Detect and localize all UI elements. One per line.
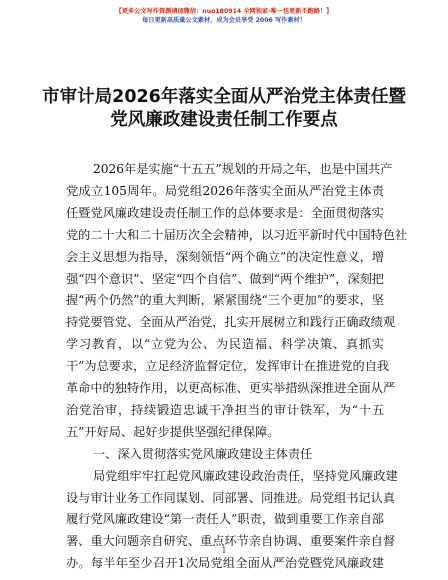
intro-line: 党的二十大和二十届历次全会精神，以习近平新时代中国特色社	[66, 227, 408, 242]
promo-banner-top: 【更多公文写作资源请加微信：nuo180914 全网独家·唯一包更新不跑路！】	[115, 8, 333, 15]
section1-line: 办。每半年至少召开1次局党组全面从严治党暨党风廉政建	[66, 556, 384, 571]
intro-line: 治党治审，持续锻造忠诚干净担当的审计铁军，为“十五	[66, 402, 384, 417]
section1-line: 履行党风廉政建设“第一责任人”职责，做到重要工作亲自部	[66, 512, 384, 527]
document-title-line-1: 市审计局2026年落实全面从严治党主体责任暨	[42, 87, 406, 107]
intro-line: 会主义思想为指导，深刻领悟“两个确立”的决定性意义，增	[66, 249, 384, 264]
intro-line: 强“四个意识”、坚定“四个自信”、做到“两个维护”，深刻把	[66, 271, 384, 286]
promo-banner-sub: 每日更新高质量公文素材，成为会员享受 2006 写作素材！	[142, 17, 306, 24]
intro-line: 2026年是实施“十五五”规划的开局之年，也是中国共产	[93, 162, 393, 176]
section1-line: 局党组牢牢扛起党风廉政建设政治责任，坚持党风廉政建	[93, 468, 398, 483]
intro-line: 持党要管党、全面从严治党，扎实开展树立和践行正确政绩观	[66, 315, 396, 330]
document-title-line-2: 党风廉政建设责任制工作要点	[110, 110, 338, 130]
intro-line: 握“两个仍然”的重大判断，紧紧围绕“三个更加”的要求，坚	[66, 293, 384, 308]
section1-line: 设与审计业务工作同谋划、同部署、同推进。局党组书记认真	[66, 490, 396, 505]
intro-line: 五”开好局、起好步提供坚强纪律保障。	[66, 424, 280, 439]
intro-line: 党成立105周年。局党组2026年落实全面从严治党主体责	[66, 183, 384, 198]
intro-line: 革命中的独特作用，以更高标准、更实举措纵深推进全面从严	[66, 381, 396, 395]
section1-line: 署、重大问题亲自研究、重点环节亲自协调、重要案件亲自督	[66, 534, 396, 549]
page-number: 1	[221, 546, 227, 555]
section-heading-1: 一、深入贯彻落实党风廉政建设主体责任	[93, 446, 313, 461]
intro-line: 干”为总要求，立足经济监督定位，发挥审计在推进党的自我	[66, 359, 390, 374]
intro-line: 学习教育，以“立党为公、为民造福、科学决策、真抓实	[66, 337, 384, 352]
intro-line: 任暨党风廉政建设责任制工作的总体要求是：全面贯彻落实	[66, 205, 384, 220]
